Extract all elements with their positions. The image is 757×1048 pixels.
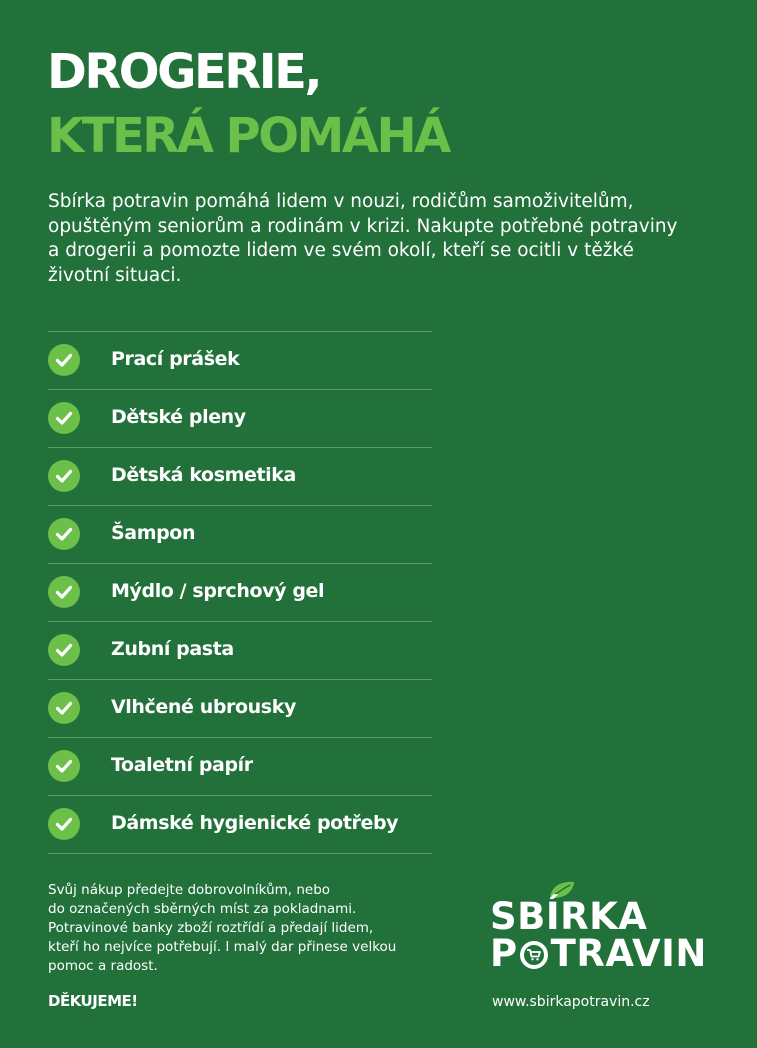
logo-text-line-1: SBÍRKA — [490, 895, 648, 938]
headline-line-1: DROGERIE, — [47, 44, 321, 100]
check-circle-icon — [48, 518, 80, 550]
checklist-item — [48, 680, 432, 738]
sbirka-potravin-logo — [490, 880, 720, 975]
check-circle-icon — [48, 460, 80, 492]
checklist-item — [48, 564, 432, 622]
checklist-item — [48, 622, 432, 680]
checklist-item-label: Vlhčené ubrousky — [111, 696, 296, 718]
footer-line: do označených sběrných míst za pokladnami. — [48, 901, 357, 917]
checklist-item — [48, 506, 432, 564]
thanks-text: DĚKUJEME! — [48, 992, 138, 1010]
check-circle-icon — [48, 750, 80, 782]
check-circle-icon — [48, 344, 80, 376]
checklist-item-label: Dětská kosmetika — [111, 464, 296, 486]
check-circle-icon — [48, 402, 80, 434]
check-circle-icon — [48, 808, 80, 840]
item-checklist — [48, 331, 432, 854]
checklist-item — [48, 448, 432, 506]
checklist-item-label: Toaletní papír — [111, 754, 253, 776]
checklist-item-label: Dětské pleny — [111, 406, 246, 428]
checklist-item — [48, 332, 432, 390]
logo-text-travin: TRAVIN — [550, 932, 707, 975]
footer-line: Potravinové banky zboží roztřídí a předají lidem, — [48, 920, 374, 936]
footer-paragraph — [48, 881, 438, 976]
checklist-item-label: Mýdlo / sprchový gel — [111, 580, 325, 602]
footer-line: kteří ho nejvíce potřebují. I malý dar přinese velkou — [48, 939, 397, 955]
checklist-item — [48, 796, 432, 854]
logo-letter-p: P — [490, 932, 518, 975]
footer-line: pomoc a radost. — [48, 958, 158, 974]
headline-line-2: KTERÁ POMÁHÁ — [47, 108, 449, 164]
logo-text-line-2 — [490, 934, 707, 974]
checklist-item-label: Zubní pasta — [111, 638, 234, 660]
checklist-item-label: Šampon — [111, 522, 196, 544]
checklist-item — [48, 390, 432, 448]
website-url: www.sbirkapotravin.cz — [492, 994, 650, 1010]
checklist-item-label: Prací prášek — [111, 348, 240, 370]
checklist-item — [48, 738, 432, 796]
intro-paragraph: Sbírka potravin pomáhá lidem v nouzi, rodičům samoživitelům, opuštěným seniorům a rodinám v krizi. Nakupte potřebné potraviny a drogerii a pomozte lidem ve svém okolí, kteří se ocitli v těžké životní situaci. — [48, 191, 678, 286]
check-circle-icon — [48, 576, 80, 608]
check-circle-icon — [48, 692, 80, 724]
check-circle-icon — [48, 634, 80, 666]
checklist-item-label: Dámské hygienické potřeby — [111, 812, 399, 834]
shopping-cart-icon — [520, 941, 548, 969]
footer-line: Svůj nákup předejte dobrovolníkům, nebo — [48, 882, 331, 898]
